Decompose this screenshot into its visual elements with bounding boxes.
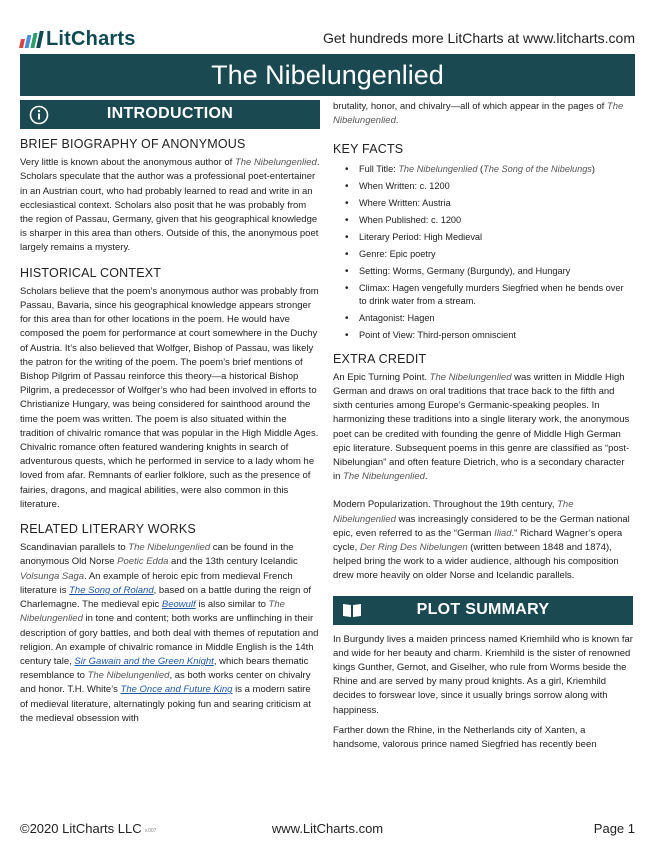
document-title: The Nibelungenlied xyxy=(20,54,635,96)
footer-site-link[interactable]: www.LitCharts.com xyxy=(271,821,384,836)
fact-item: • Where Written: Austria xyxy=(333,197,633,210)
plot-paragraph-1: In Burgundy lives a maiden princess named Kriemhild who is known far and wide for her beauty and charm. Kriemhild is the sister of renowned kings Gunther, Gernot, and Giselher, who rule from Worms beside the Rhine and are served by many proud knights. As a girl, Kriemhild decides to forswear love, since it usually brings sorrow along with happiness. xyxy=(333,633,633,716)
page-number: Page 1 xyxy=(593,821,635,836)
bio-heading: BRIEF BIOGRAPHY OF ANONYMOUS xyxy=(20,137,246,151)
extra-credit-paragraph-1: An Epic Turning Point. The Nibelungenlied was written in Middle High German and draws on oral traditions that trace back to the fifth and sixth centuries among Europe’s Germanic-speaking peoples. In harmonizing these traditions into a single literary work, the anonymous poet can be credited with founding the genre of Middle High German epic literature. Subsequent poems in this genre are classified as “post-Nibelungian” and often feature Dietrich, who is a secondary character in The Nibelungenlied. xyxy=(333,371,630,483)
logo-bars-icon xyxy=(20,31,42,48)
introduction-bar xyxy=(20,100,320,129)
fact-item: • Full Title: The Nibelungenlied (The Song of the Nibelungs) xyxy=(333,163,633,176)
plot-paragraph-2: Farther down the Rhine, in the Netherlands city of Xanten, a handsome, valorous prince named Siegfried has recently been xyxy=(333,724,597,751)
left-column xyxy=(20,100,320,732)
link-beowulf[interactable]: Beowulf xyxy=(161,599,196,611)
fact-item: • Genre: Epic poetry xyxy=(333,248,633,261)
historical-heading: HISTORICAL CONTEXT xyxy=(20,265,162,280)
extra-credit-paragraph-2: Modern Popularization. Throughout the 19th century, The Nibelungenlied was increasingly considered to be the German national epic, even referred to as the “German Iliad.” Richard Wagner’s opera cycle, Der Ring Des Nibelungen (written between 1848 and 1874), helped bring the work to a wider audience, although his composition drew more heavily on older Norse and Icelandic parallels. xyxy=(333,499,630,582)
key-facts-heading: KEY FACTS xyxy=(333,142,404,157)
fact-item: • Climax: Hagen vengefully murders Siegfried when he bends over to drink water from a stream. xyxy=(333,282,633,308)
right-column xyxy=(333,100,633,758)
fact-item: • Point of View: Third-person omniscient xyxy=(333,329,633,342)
link-sir-gawain[interactable]: Sir Gawain and the Green Knight xyxy=(74,655,214,667)
page-header xyxy=(20,28,635,50)
plot-summary-title: PLOT SUMMARY xyxy=(416,601,550,619)
promo-text[interactable]: Get hundreds more LitCharts at www.litcharts.com xyxy=(322,30,635,46)
fact-item: • Antagonist: Hagen xyxy=(333,312,633,325)
fact-item: • When Published: c. 1200 xyxy=(333,214,633,227)
litcharts-logo[interactable] xyxy=(20,28,136,51)
logo-text: LitCharts xyxy=(46,28,136,50)
historical-paragraph: Scholars believe that the poem’s anonymous author was probably from Passau, Bavaria, since his geographical knowledge appears stronger for this area than for other locations in the poem. He would have composed the poem for performance at court somewhere in the Duchy of Austria. It’s also believed that Wolfger, Bishop of Passau, was likely the patron for the writing of the poem. The poem’s brief mentions of Bishop Pilgrim of Passau reinforce this theory—a historical Bishop Pilgrim, a predecessor of Wolfger’s who had been involved in efforts to Christianize Hungary, was being considered for sainthood around the time the poem was written. The poem is also situated within the tradition of chivalric romance that was popular in the High Middle Ages. Chivalric romance often featured wandering knights in search of adventurous quests, which he performed in service to a lady whom he loved from afar. Remnants of earlier folklore, such as the presence of fairies, dragons, and magical abilities, were also common in this literature. xyxy=(20,285,319,510)
fact-item: • Literary Period: High Medieval xyxy=(333,231,633,244)
plot-summary-bar xyxy=(333,596,633,625)
version-label: v.007 xyxy=(144,828,157,834)
link-song-of-roland[interactable]: The Song of Roland xyxy=(69,584,154,596)
bio-paragraph: Very little is known about the anonymous author of The Nibelungenlied. Scholars speculate that the author was a professional poet-entertainer in an Austrian court, who had probably learned to read and write in an ecclesiastical context. Scholars also posit that he was probably from the region of Passau, Germany, given that his geographical knowledge is sharper in this area than others. Outside of this, the anonymous poet largely remains a mystery. xyxy=(20,157,320,254)
extra-credit-heading: EXTRA CREDIT xyxy=(333,351,427,366)
fact-item: • When Written: c. 1200 xyxy=(333,180,633,193)
link-once-and-future-king[interactable]: The Once and Future King xyxy=(120,684,233,696)
fact-item: • Setting: Worms, Germany (Burgundy), and Hungary xyxy=(333,265,633,278)
copyright: ©2020 LitCharts LLC v.007 xyxy=(20,821,157,836)
related-paragraph: Scandinavian parallels to The Nibelungenlied can be found in the anonymous Old Norse Poetic Edda and the 13th century Icelandic Volsunga Saga. An example of heroic epic from medieval French literature is The Song of Roland, based on a battle during the reign of Charlemagne. The medieval epic Beowulf is also similar to The Nibelungenlied in tone and content; both works are unflinching in their description of gory battles, and both deal with themes of reputation and religion. An example of chivalric romance in Middle English is the 14th century tale, Sir Gawain and the Green Knight, which bears thematic resemblance to The Nibelungenlied, as both works center on chivalry and honor. T.H. White’s The Once and Future King is a modern satire of medieval literature, alternatingly poking fun and searing criticism at the medieval obsession with xyxy=(20,542,319,724)
related-continued: brutality, honor, and chivalry—all of which appear in the pages of The Nibelungenlied. xyxy=(333,101,624,127)
key-facts-list xyxy=(333,163,633,342)
page-footer xyxy=(20,821,635,839)
related-heading: RELATED LITERARY WORKS xyxy=(20,522,196,537)
introduction-title: INTRODUCTION xyxy=(106,105,234,123)
